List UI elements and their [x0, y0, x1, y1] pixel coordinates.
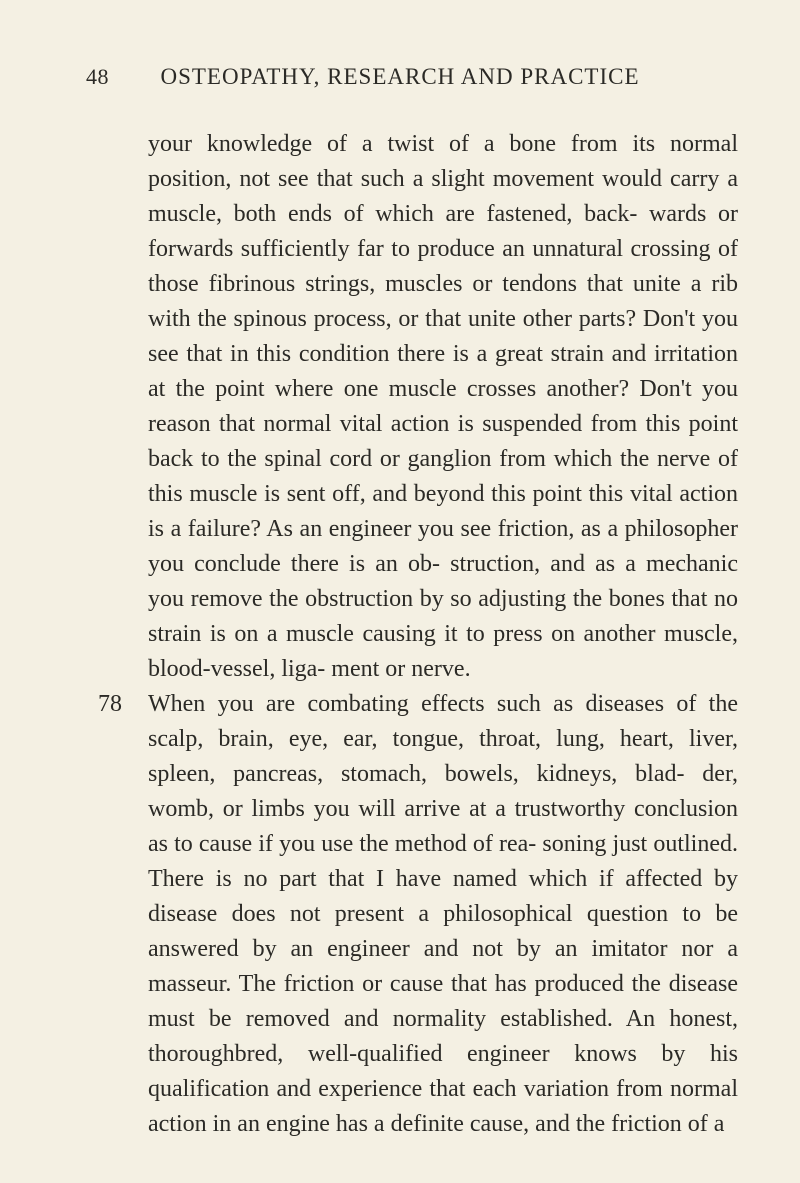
- running-head: OSTEOPATHY, RESEARCH AND PRACTICE: [160, 64, 640, 89]
- paragraph-text: When you are combating effects such as diseases of the scalp, brain, eye, ear, tongue, throat, lung, heart, liver, spleen, pancreas, stomach, bowels, kidneys, blad- der, womb, or limbs you will arrive at a trustworthy conclusion as to cause if you use the method of rea- soning just outlined. There is no part that I have named which if affected by disease does not present a philosophical question to be answered by an engineer and not by an imitator nor a masseur. The friction or cause that has produced the disease must be removed and normality established. An honest, thoroughbred, well-qualified engineer knows by his qualification and experience that each variation from normal action in an engine has a definite cause, and the friction of a: [148, 691, 738, 1137]
- paragraph-continued: your knowledge of a twist of a bone from its normal position, not see that such a slight movement would carry a muscle, both ends of which are fastened, back- wards or forwards sufficiently far to produce an unnatural crossing of those fibrinous strings, muscles or tendons that unite a rib with the spinous process, or that unite other parts? Don't you see that in this condition there is a great strain and irritation at the point where one muscle crosses another? Don't you reason that normal vital action is suspended from this point back to the spinal cord or ganglion from which the nerve of this muscle is sent off, and beyond this point this vital action is a failure? As an engineer you see friction, as a philosopher you conclude there is an ob- struction, and as a mechanic you remove the obstruction by so adjusting the bones that no strain is on a muscle causing it to press on another muscle, blood-vessel, liga- ment or nerve.: [148, 131, 738, 682]
- page-body: [98, 127, 738, 1142]
- page-number: 48: [86, 64, 109, 89]
- numbered-paragraph: [98, 687, 738, 1142]
- page-header: [0, 64, 800, 104]
- paragraph-number: 78: [98, 691, 122, 717]
